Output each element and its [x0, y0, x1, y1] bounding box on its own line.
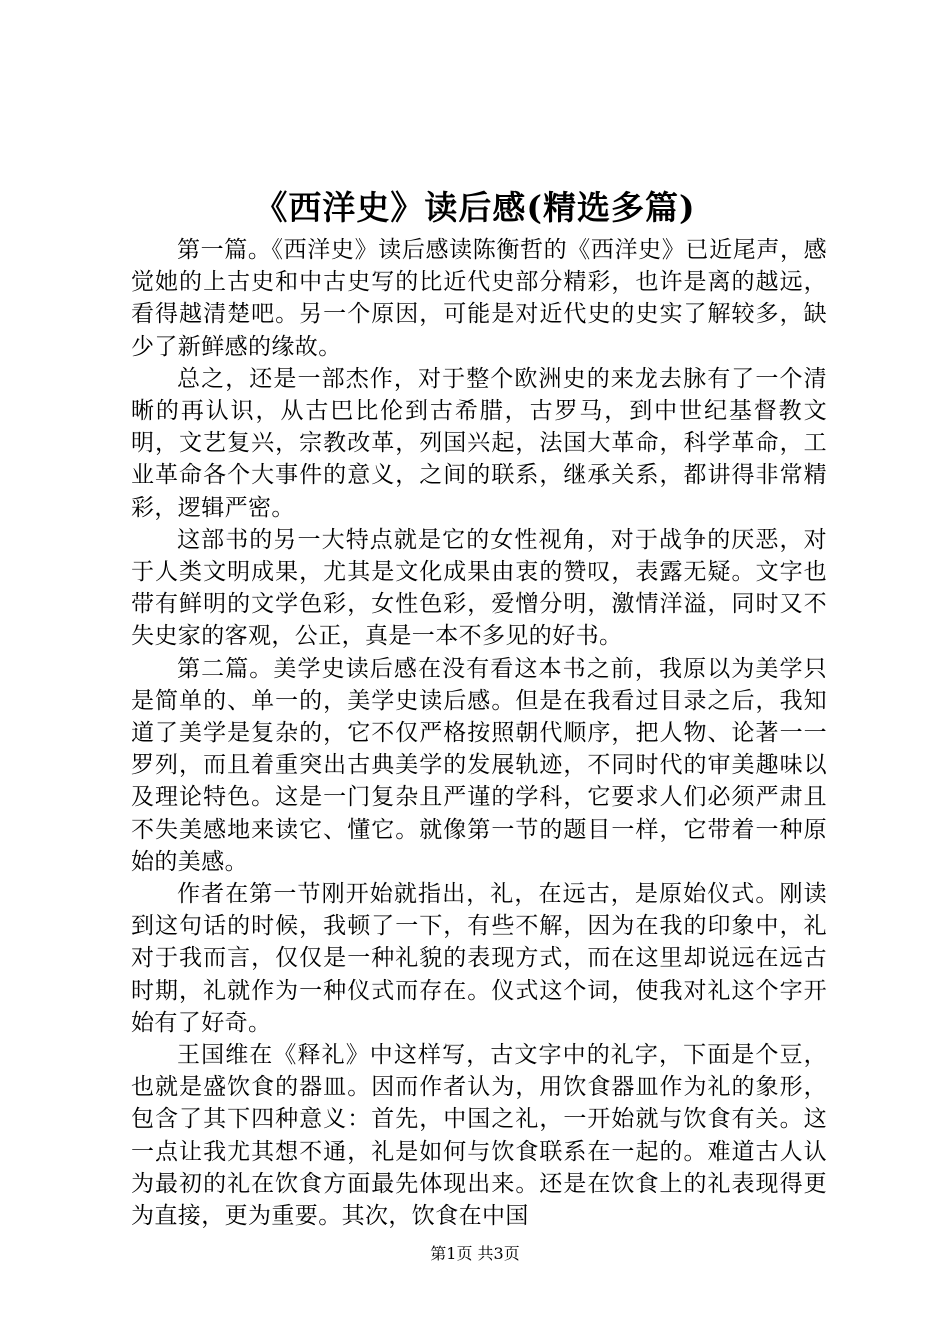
document-body — [131, 234, 827, 1232]
paragraph-2: 总之，还是一部杰作，对于整个欧洲史的来龙去脉有了一个清晰的再认识，从古巴比伦到古希腊，古罗马，到中世纪基督教文明，文艺复兴，宗教改革，列国兴起，法国大革命，科学革命，工业革命各个大事件的意义，之间的联系，继承关系，都讲得非常精彩，逻辑严密。 — [131, 365, 827, 521]
paragraph-1: 第一篇。《西洋史》读后感读陈衡哲的《西洋史》已近尾声，感觉她的上古史和中古史写的比近代史部分精彩，也许是离的越远，看得越清楚吧。另一个原因，可能是对近代史的史实了解较多，缺少了新鲜感的缘故。 — [131, 237, 827, 360]
page-number-footer: 第1页 共3页 — [430, 1244, 520, 1263]
paragraph-6: 王国维在《释礼》中这样写，古文字中的礼字，下面是个豆，也就是盛饮食的器皿。因而作者认为，用饮食器皿作为礼的象形，包含了其下四种意义：首先，中国之礼，一开始就与饮食有关。这一点让我尤其想不通，礼是如何与饮食联系在一起的。难道古人认为最初的礼在饮食方面最先体现出来。还是在饮食上的礼表现得更为直接，更为重要。其次，饮食在中国 — [131, 1042, 827, 1230]
paragraph-4: 第二篇。美学史读后感在没有看这本书之前，我原以为美学只是简单的、单一的，美学史读后感。但是在我看过目录之后，我知道了美学是复杂的，它不仅严格按照朝代顺序，把人物、论著一一罗列，而且着重突出古典美学的发展轨迹，不同时代的审美趣味以及理论特色。这是一门复杂且严谨的学科，它要求人们必须严肃且不失美感地来读它、懂它。就像第一节的题目一样，它带着一种原始的美感。 — [131, 655, 827, 875]
document-title: 《西洋史》读后感(精选多篇) — [254, 188, 696, 227]
paragraph-5: 作者在第一节刚开始就指出，礼，在远古，是原始仪式。刚读到这句话的时候，我顿了一下，有些不解，因为在我的印象中，礼对于我而言，仅仅是一种礼貌的表现方式，而在这里却说远在远古时期，礼就作为一种仪式而存在。仪式这个词，使我对礼这个字开始有了好奇。 — [131, 881, 827, 1036]
paragraph-3: 这部书的另一大特点就是它的女性视角，对于战争的厌恶，对于人类文明成果，尤其是文化成果由衷的赞叹，表露无疑。文字也带有鲜明的文学色彩，女性色彩，爱憎分明，激情洋溢，同时又不失史家的客观，公正，真是一本不多见的好书。 — [131, 526, 827, 650]
